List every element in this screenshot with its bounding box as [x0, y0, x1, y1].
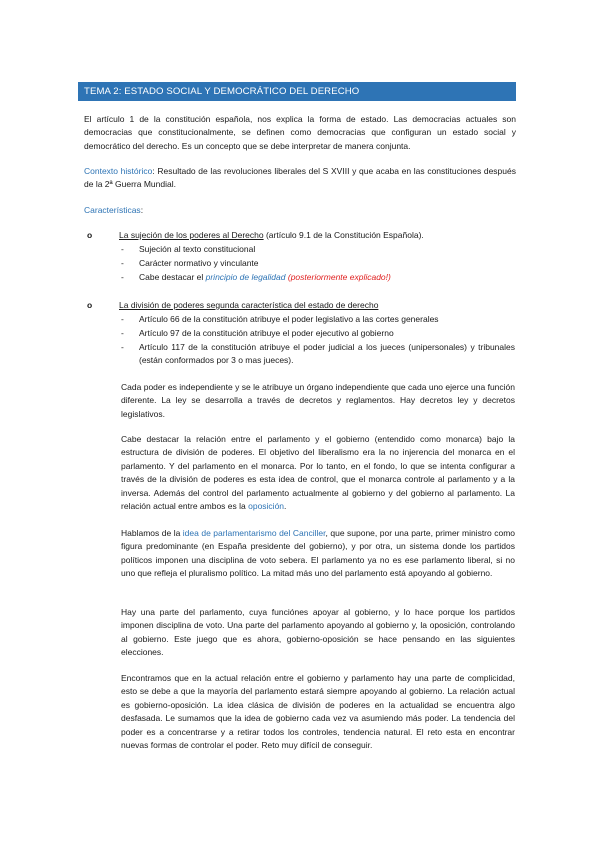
characteristics-colon: :	[140, 205, 144, 215]
paragraph-2	[121, 433, 515, 513]
paragraph-2-end: .	[284, 501, 287, 512]
list-item-2	[87, 299, 517, 312]
paragraph-3	[121, 527, 515, 581]
bullet-marker: o	[87, 300, 93, 310]
paragraph-3-text: , que supone, por una parte, primer ministro como figura predominante (en España presidente del gobierno), y por otra, un sistema donde los partidos políticos imponen una disciplina de voto sebera. El parlamento ya no es ese parlamento liberal, si no uno que refleja el pluralismo político. La mitad más uno del parlamento está apoyando al gobierno.	[121, 528, 516, 579]
item2-sub-2	[121, 327, 515, 340]
item1-suffix: (artículo 9.1 de la Constitución Española).	[263, 230, 424, 240]
legality-principle-link[interactable]: principio de legalidad	[205, 272, 286, 282]
dash-marker: -	[121, 314, 124, 324]
sub-text: Carácter normativo y vinculante	[139, 258, 259, 268]
page-title: TEMA 2: ESTADO SOCIAL Y DEMOCRÁTICO DEL DERECHO	[78, 82, 516, 101]
bullet-marker: o	[87, 230, 93, 240]
context-label: Contexto histórico	[84, 166, 153, 176]
sub-text	[121, 271, 515, 284]
item2-title: La división de poderes segunda característica del estado de derecho	[119, 300, 379, 310]
sub-text: Artículo 117 de la constitución atribuye el poder judicial a los jueces (unipersonales) y tribunales (están conformados por 3 o mas jueces).	[139, 342, 515, 366]
sub-text: Artículo 97 de la constitución atribuye el poder ejecutivo al gobierno	[139, 328, 394, 338]
context-text: : Resultado de las revoluciones liberales del S XVIII y que acaba en las constituciones después de la 2ª Guerra Mundial.	[84, 166, 516, 190]
item1-sub-1	[121, 243, 515, 256]
sub-text: Sujeción al texto constitucional	[139, 244, 256, 254]
dash-marker: -	[121, 272, 124, 282]
paragraph-5: Encontramos que en la actual relación entre el gobierno y parlamento hay una parte de complicidad, esto se debe a que la mayoría del parlamento estará siempre apoyando al gobierno. La relación actual es gobierno-oposición. La idea clásica de división de poderes en la actualidad se encuentra algo desfasada. Le sumamos que la idea de gobierno cada vez va asumiendo más poder. La tendencia del poder es a concentrarse y a retirar todos los controles, tendencia natural. El reto esta en encontrar nuevas formas de controlar el poder. Reto muy difícil de conseguir.	[121, 673, 515, 751]
dash-marker: -	[121, 258, 124, 268]
chancellor-idea-link[interactable]: idea de parlamentarismo del Canciller	[182, 528, 326, 538]
characteristics-label: Características	[84, 205, 141, 215]
dash-marker: -	[121, 328, 124, 338]
list-item-1	[87, 229, 517, 242]
item1-sub-2	[121, 257, 515, 270]
context-paragraph	[84, 165, 516, 192]
item2-sub-1	[121, 313, 515, 326]
item1-sub-3	[121, 271, 515, 284]
note-text: (posteriormente explicado!)	[285, 272, 391, 282]
dash-marker: -	[121, 342, 124, 352]
dash-marker: -	[121, 244, 124, 254]
characteristics-heading	[84, 204, 516, 217]
paragraph-3-prefix: Hablamos de la	[121, 528, 183, 538]
opposition-link[interactable]: oposición	[248, 501, 285, 512]
paragraph-1: Cada poder es independiente y se le atribuye un órgano independiente que cada uno ejerce una función diferente. La ley se desarrolla a través de decretos y reglamentos. Hay decretos ley y decretos legislativos.	[121, 382, 515, 419]
paragraph-4: Hay una parte del parlamento, cuya funciónes apoyar al gobierno, y lo hace porque los partidos imponen disciplina de voto. Una parte del parlamento apoyando al gobierno y, la oposición, controlando al gobierno. Este juego que es ahora, gobierno-oposición se hace pensando en las siguientes elecciones.	[121, 607, 515, 658]
intro-paragraph: El artículo 1 de la constitución española, nos explica la forma de estado. Las democracias actuales son democracias que constitucionalmente, se definen como democracias que configuran un estado social y democrático del derecho. Es un concepto que se debe interpretar de manera conjunta.	[84, 114, 516, 151]
item1-title: La sujeción de los poderes al Derecho	[119, 230, 264, 240]
paragraph-2-text: Cabe destacar la relación entre el parlamento y el gobierno (entendido como monarca) bajo la estructura de división de poderes. El objetivo del liberalismo era la no injerencia del monarca en el parlamento. Y del parlamento en el monarca. Por lo tanto, en el fondo, lo que se intenta configurar a través de la división de poderes es esta idea de control, que el monarca controle al parlamento y a la inversa. Además del control del parlamento actualmente al gobierno y del gobierno al parlamento. La relación actual entre ambos es la	[121, 434, 515, 512]
sub3-prefix: Cabe destacar el	[139, 272, 206, 282]
sub-text: Artículo 66 de la constitución atribuye el poder legislativo a las cortes generales	[139, 314, 439, 324]
item2-sub-3	[121, 341, 515, 368]
